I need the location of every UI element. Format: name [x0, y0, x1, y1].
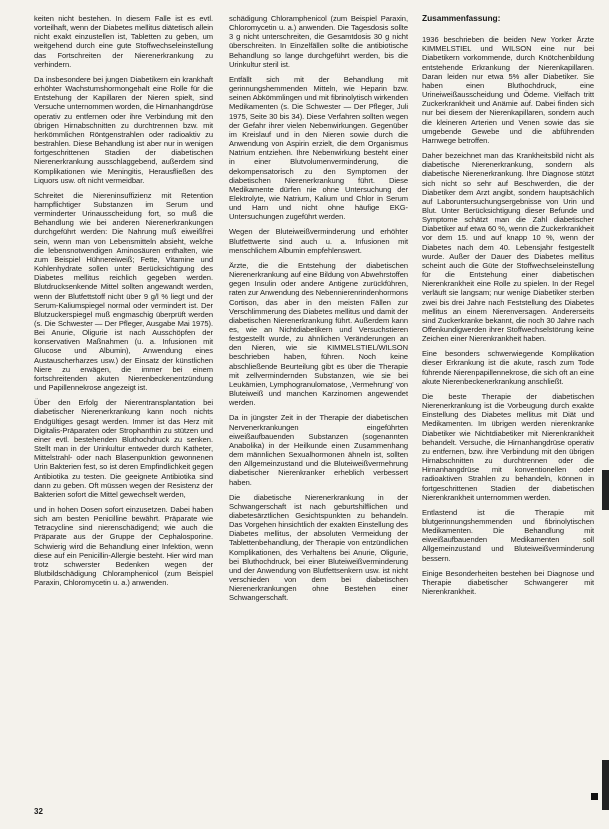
paragraph: Einige Besonderheiten bestehen bei Diagnose und Therapie diabetischer Schwangerer mit Nierenkrankheit.: [422, 568, 594, 597]
scan-edge-mark: [602, 760, 609, 810]
paragraph: Die diabetische Nierenerkrankung in der Schwangerschaft ist nach geburtshilflichen und diabetesärztlichen Gesichtspunkten zu behandeln. Das Vorgehen hinsichtlich der exakten Einstellung des Diabetes mellitus, der absoluten Vermeidung der Tablettenbehandlung, der Therapie von entzündlichen Komplikationen, des Verhaltens bei Anurie, Oligurie, bei Bluthochdruck, bei einer Bluteiweißverminderung und der Anwendung von Blutfettsenkern usw. ist nicht verschieden von dem bei diabetischen Nierenerkrankungen ohne Bestehen einer Schwangerschaft.: [229, 492, 408, 603]
summary-heading: Zusammenfassung:: [422, 14, 501, 23]
paragraph: Die beste Therapie der diabetischen Nierenerkrankung ist die Vorbeugung durch exakte Einstellung des Diabetes mellitus mit Diät und Medikamenten. Im übrigen werden nierenkranke Diabetiker wie Nichtdiabetiker mit Nierenkrankheit behandelt. Versuche, die Hirnanhangdrüse operativ zu entfernen, bzw. ihre Verbindung mit den übrigen Hirnabschnitten zu durchtrennen oder die Hirnanhangdrüse mit konventionellen oder radioaktiven Strahlen zu behandeln, können in fortgeschrittenen Stadien der diabetischen Nierenkrankheit unternommen werden.: [422, 391, 594, 502]
paragraph: 1936 beschrieben die beiden New Yorker Ärzte KIMMELSTIEL und WILSON eine nur bei Diabetikern vorkommende, durch Knötchenbildung entstehende Erkrankung der Nierenkapillaren. Daran leiden nur etwa 5% aller Diabetiker. Sie haben einen Bluthochdruck, eine Urineiweißausscheidung und Ödeme. Vielfach tritt Zuckerkrankheit und Anämie auf. Dabei finden sich nur bei diesem der Nierenkapillaren, sondern auch die kleineren Arterien und Venen sowie das sie umgebende Gewebe und die abführenden Harnwege betroffen.: [422, 35, 594, 145]
text-column-left: [34, 14, 213, 814]
paragraph: Da in jüngster Zeit in der Therapie der diabetischen Nervenerkrankungen eingeführten eiweißaufbauenden Substanzen (sogenannten Anabolika) in der Heilkunde einen Zusammenhang dem männlichen Sexualhormonen ähneln ist, sollten den Allgemeinzustand und die Bluteiweißvermehrung diabetischer Nierenkranker erheblich verbessert haben.: [229, 413, 408, 487]
paragraph: schädigung Chloramphenicol (zum Beispiel Paraxin, Chloromycetin u. a.) anwenden. Die Tagesdosis sollte 3 g nicht unterschreiten, die Gesamtdosis 30 g nicht überschreiten. In Einzelfällen sollte die antibiotische Behandlung so lange durchgeführt werden, bis die Urinkultur steril ist.: [229, 14, 408, 69]
scan-edge-mark: [602, 470, 609, 510]
paragraph: Entlastend ist die Therapie mit blutgerinnungshemmenden und fibrinolytischen Medikamenten. Die Behandlung mit eiweißaufbauenden Medikamenten soll Allgemeinzustand und Bluteiweißverminderung bessern.: [422, 507, 594, 563]
paragraph: Eine besonders schwerwiegende Komplikation dieser Erkrankung ist die akute, rasch zum Tode führende Nierenpapillennekrose, die sich oft an eine akute Nierenbeckenerkrankung anschließt.: [422, 349, 594, 386]
paragraph: Da insbesondere bei jungen Diabetikern ein krankhaft erhöhter Wachstumshormongehalt eine Rolle für die Entstehung der Kapillaren der Nieren spielt, sind Versuche unternommen worden, die Hirnanhangdrüse operativ zu entfernen oder ihre Verbindung mit den übrigen Hirnabschnitten zu durchtrennen bzw. mit herkömmlichen Röntgenstrahlen oder radioaktiv zu bestrahlen. Diese Behandlung ist aber nur in wenigen fortgeschrittenen Stadien der diabetischen Nierenerkrankung ausschlaggebend, außerdem sind Komplikationen wie Meningitis, Herausfließen des Liquors usw. oft nicht vermeidbar.: [34, 74, 213, 185]
paragraph: Über den Erfolg der Nierentransplantation bei diabetischer Nierenerkrankung kann noch nichts Endgültiges gesagt werden. Immer ist das Herz mit Digitalis-Präparaten oder Strophanthin zu stützen und einer evtl. bestehenden Bluthochdruck zu senken. Stellt man in der Urinkultur entweder durch Katheter, Mittelstrahl- oder nach Blasenpunktion gewonnenen Urin Bakterien fest, so ist deren Empfindlichkeit gegen Antibiotika zu testen. Die geeignete Antibiotika sind dann zu geben. Oft müssen wegen der Resistenz der Bakterien sofort die Mittel gewechselt werden,: [34, 398, 213, 499]
paragraph: Wegen der Bluteiweißverminderung und erhöhter Blutfettwerte sind auch u. a. Infusionen mit menschlichem Albumin empfehlenswert.: [229, 227, 408, 255]
paragraph: keiten nicht bestehen. In diesem Falle ist es evtl. vorteilhaft, wenn der Diabetes mellitus diätetisch allein nicht exakt einzustellen ist, Tabletten zu geben, um weitgehend durch eine gute Stoffwechseleinstellung das Fortschreiten der Nierenerkrankung zu verhindern.: [34, 14, 213, 69]
paragraph: Schreitet die Niereninsuffizienz mit Retention harnpflichtiger Substanzen im Serum und verminderter Urinausscheidung fort, so muß die Behandlung wie bei anderen Nierenerkrankungen durchgeführt werden: Die Nahrung muß eiweißfrei sein, wenn man von Lebensmitteln absieht, welche die lebensnotwendigen Aminosäuren enthalten, wie zum Beispiel Hühnereiweiß; Fette, Vitamine und Kohlenhydrate sollen unter Berücksichtigung des Diabetes mellitus reichlich gegeben werden. Blutdrucksenkende Mittel sollten angewandt werden, wenn der Blutfettstoff nicht über 9 g/l % liegt und der Serum-Kaliumspiegel normal oder vermindert ist. Der Blutzuckerspiegel muß engmaschig überprüft werden (s. Die Schwester — Der Pfleger, Ausgabe Mai 1975). Bei Anurie, Oligurie ist nach Ausschöpfen der konservativen Maßnahmen (u. a. Infusionen mit Glucose und Albumin), Anwendung eines Austauscherharzes usw.) der Einsatz der künstlichen Niere zu erwägen, die immer bei einem fortschreitenden akuten Nierenbeckenentzündung und Papillennekrose angezeigt ist.: [34, 190, 213, 393]
text-column-middle: [229, 14, 408, 814]
text-column-right: [422, 14, 594, 814]
paragraph: und in hohen Dosen sofort einzusetzen. Dabei haben sich am besten Penicilline bewährt. Präparate wie Tetracycline sind nierenschädigend; wie auch die Präparate aus der Gruppe der Cephalosporine. Schwierig wird die Behandlung einer Infektion, wenn diese auf ein Penicillin-Allergie besteht. Hier wird man trotz schwerster Bedenken wegen der Blutbildschädigung Chloramphenicol (zum Beispiel Paraxin, Chloromycetin u. a.) anwenden.: [34, 504, 213, 588]
end-of-article-mark: [591, 793, 598, 800]
page-number: 32: [34, 807, 43, 816]
paragraph: Ärzte, die die Entstehung der diabetischen Nierenerkrankung auf eine Bildung von Abwehrstoffen gegen Insulin oder andere Antigene zurückführen, raten zur Anwendung des Nebennierenrindenhormons Cortison, das aber in den meisten Fällen zur Verschlimmerung des Diabetes mellitus und damit der diabetischen Nierenerkrankung führt. Außerdem kann es, wie an Nichtdiabetikern und Versuchstieren festgestellt wurde, zu ähnlichen Veränderungen an den Nieren, wie sie KIMMELSTIEL/WILSON beschrieben haben, führen. Noch keine abschließende Beurteilung gibt es über die Therapie mit zellvermindernden Substanzen, wie sie bei Leukämien, Lymphogranulomatose, ,Vermehrung' von Bluteiweiß und manchen Karzinomen angewendet werden.: [229, 260, 408, 408]
paragraph: Daher bezeichnet man das Krankheitsbild nicht als diabetische Nierenerkrankung, sondern als diabetische Nierenerkrankung. Ihre Diagnose stützt sich nicht so sehr auf Beschwerden, die der Diabetiker dem Arzt angibt, sondern hauptsächlich auf Laboruntersuchungsergebnisse von Urin und Blut. Unter Berücksichtigung dieser Befunde und Symptome schätzt man die Zahl diabetischer Diabetiker auf etwa 60 %, wenn die Zuckerkrankheit vor dem 15. und auf knapp 10 %, wenn der Diabetes nach dem 40. Lebensjahr festgestellt wurde. Außer der Dauer des Diabetes mellitus scheint auch die Güte der Stoffwechseleinstellung für die Entstehung einer diabetischen Nierenkrankheit eine Rolle zu spielen. In der Regel verläuft sie langsam; nur wenige Diabetiker sterben zwei bis drei Jahre nach Feststellung des Diabetes mellitus an einem Nierenversagen. Andererseits sind Zuckerkranke bekannt, die noch 30 Jahre nach Offenkundigwerden ihrer Stoffwechselstörung keine Zeichen einer Nierenkrankheit haben.: [422, 151, 594, 344]
paragraph: Entfällt sich mit der Behandlung mit gerinnungshemmenden Mitteln, wie Heparin bzw. seinen Abkömmlingen und mit fibrinolytisch wirkenden Medikamenten (s. Die Schwester — Der Pfleger, Juli 1975, Seite 30 bis 34). Diese Verfahren sollten wegen der Gefahr ihrer vielen Nebenwirkungen. Gegenüber im Kreislauf und in den Nieren sowie durch die Anwendung von Aspirin erzielt, die dem Organismus Natrium entziehen. Ihre Nebenwirkung besteht einer in einer Blutvolumenverminderung, die dekompensatorisch zu den Symptomen der diabetischen Nierenerkrankung führt. Diese Medikamente dürfen nie ohne Untersuchung der Elektrolyte, wie Natrium, Kalium und Chlor in Serum und Harn und nicht ohne häufige EKG-Untersuchungen zugeführt werden.: [229, 74, 408, 222]
